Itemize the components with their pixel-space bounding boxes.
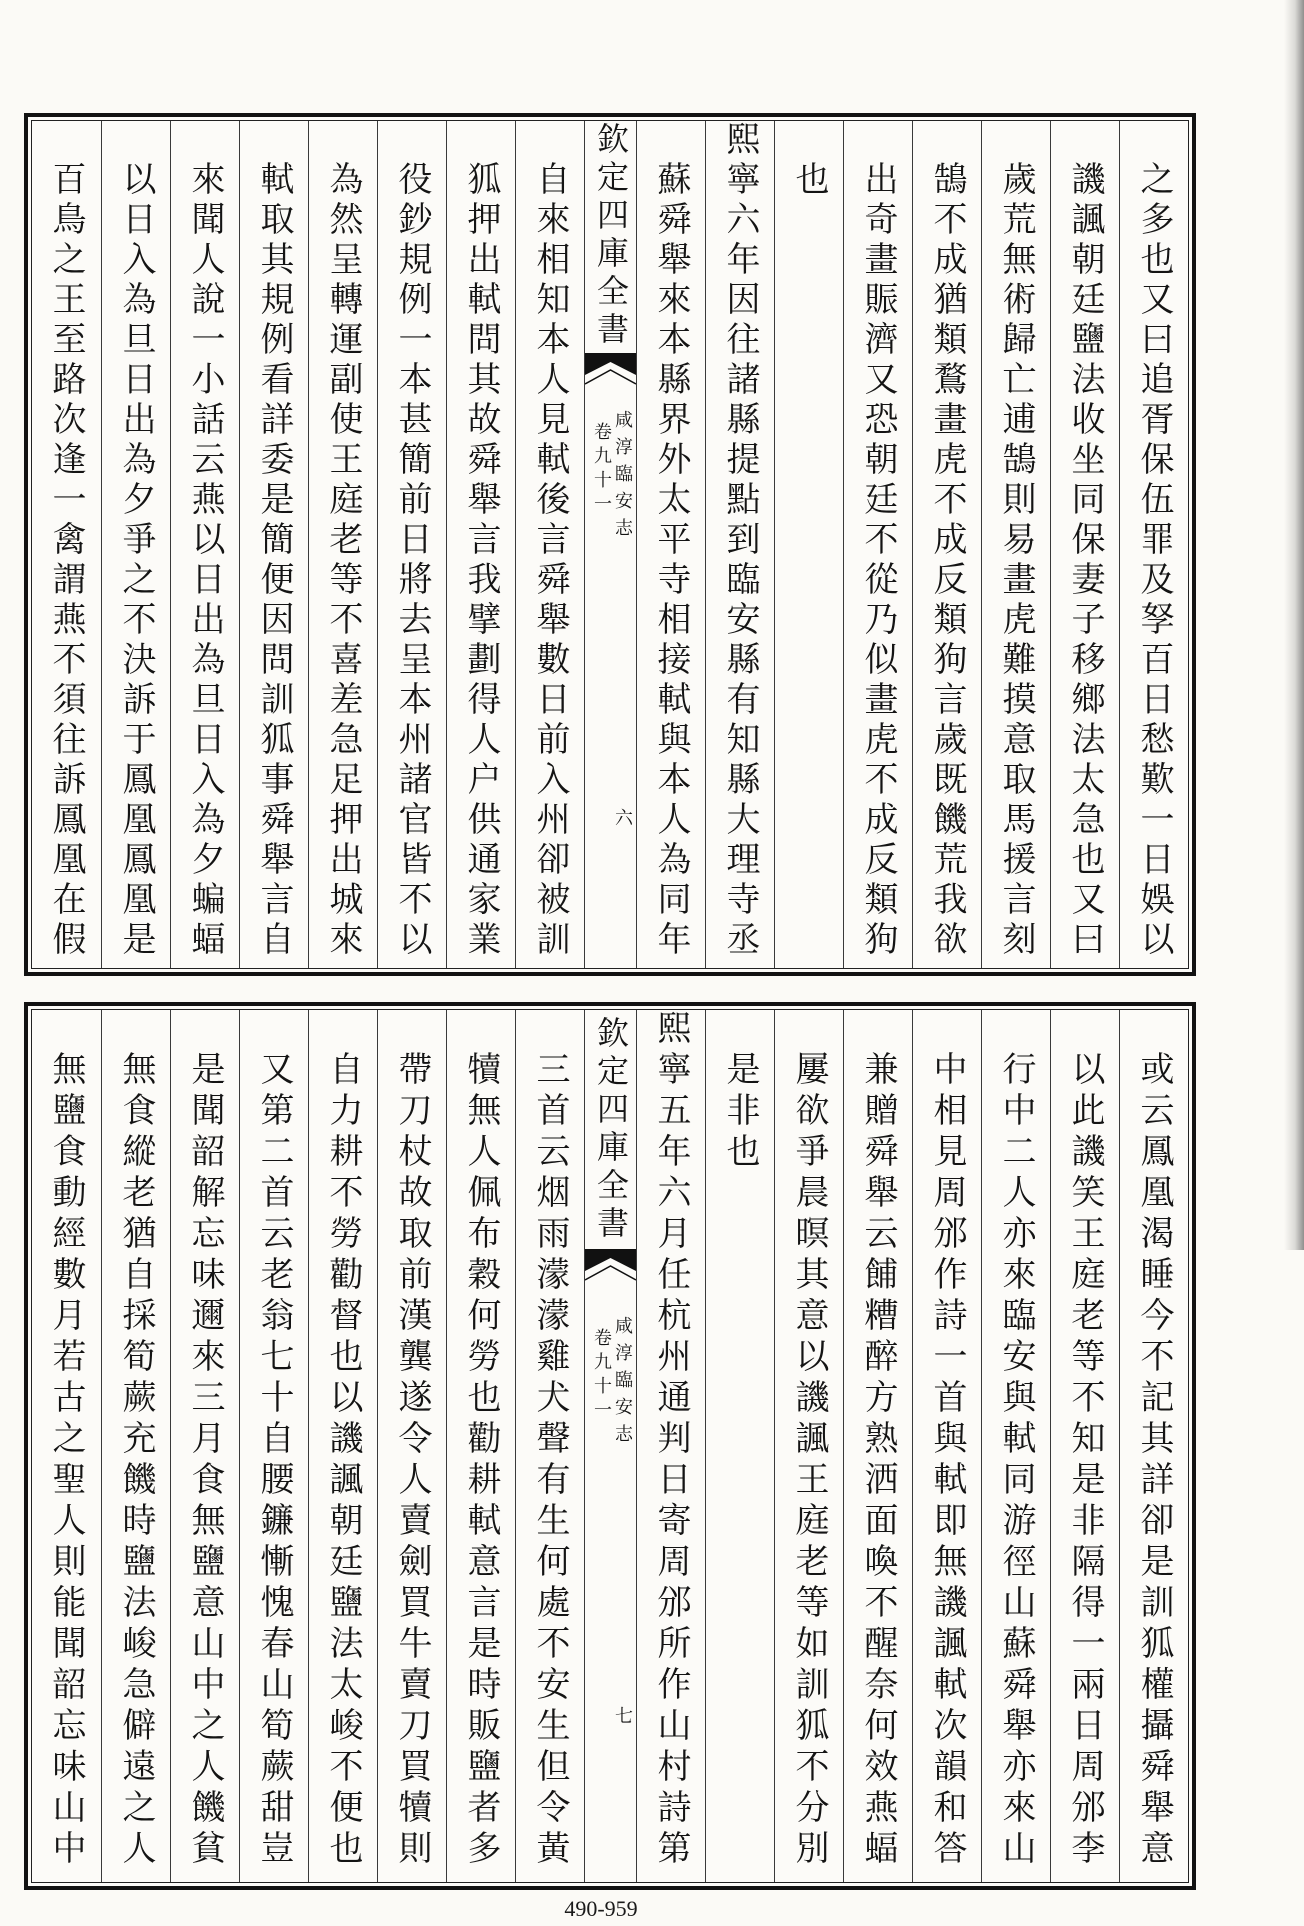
text-column-raised bbox=[636, 1010, 705, 1882]
column-text: 出奇畫賑濟又恐朝廷不從乃似畫虎不成反類狗 bbox=[858, 161, 898, 961]
column-text: 帶刀杖故取前漢龔遂令人賣劍買牛賣刀買犢則 bbox=[392, 1051, 432, 1871]
inner-frame bbox=[31, 120, 1189, 969]
column-text: 又第二首云老翁七十自腰鐮慚愧春山筍蕨甜豈 bbox=[254, 1051, 294, 1871]
column-text: 以日入為旦日出為夕爭之不決訴于鳳凰鳳凰是 bbox=[116, 161, 156, 961]
book-title: 咸淳臨安志 bbox=[612, 1316, 633, 1451]
reprint-page-id: 490-959 bbox=[564, 1896, 638, 1921]
column-text: 也 bbox=[789, 161, 829, 201]
column-text: 無食縱老猶自採筍蕨充饑時鹽法峻急僻遠之人 bbox=[116, 1051, 156, 1871]
column-text: 鵠不成猶類鶩畫虎不成反類狗言歲既饑荒我欲 bbox=[927, 161, 967, 961]
column-text: 是非也 bbox=[720, 1051, 760, 1174]
column-text: 為然呈轉運副使王庭老等不喜差急足押出城來 bbox=[323, 161, 363, 961]
text-column bbox=[515, 1010, 584, 1882]
text-column bbox=[239, 121, 308, 968]
text-column bbox=[308, 1010, 377, 1882]
column-text: 無鹽食動經數月若古之聖人則能聞韶忘味山中 bbox=[46, 1051, 86, 1871]
column-text: 蘇舜舉來本縣界外太平寺相接軾與本人為同年 bbox=[651, 161, 691, 961]
column-text: 自來相知本人見軾後言舜舉數日前入州卻被訓 bbox=[530, 161, 570, 961]
text-column bbox=[101, 121, 170, 968]
text-column bbox=[1119, 121, 1188, 968]
text-column bbox=[774, 1010, 843, 1882]
text-column bbox=[446, 121, 515, 968]
column-text: 行中二人亦來臨安與軾同游徑山蘇舜舉亦來山 bbox=[996, 1051, 1036, 1871]
text-columns bbox=[32, 1010, 1188, 1882]
binding-edge-shadow bbox=[1284, 0, 1304, 1250]
text-column bbox=[239, 1010, 308, 1882]
text-column bbox=[705, 1010, 774, 1882]
collection-header: 欽定四庫全書 bbox=[592, 1016, 630, 1244]
column-text: 自力耕不勞勸督也以譏諷朝廷鹽法太峻不便也 bbox=[323, 1051, 363, 1871]
text-column-raised bbox=[705, 121, 774, 968]
column-text: 之多也又曰追胥保伍罪及孥百日愁歎一日娛以 bbox=[1134, 161, 1174, 961]
text-column bbox=[515, 121, 584, 968]
text-column bbox=[1050, 1010, 1119, 1882]
fish-tail-mark bbox=[585, 353, 636, 391]
text-column bbox=[981, 1010, 1050, 1882]
text-column bbox=[912, 121, 981, 968]
text-column bbox=[843, 1010, 912, 1882]
page-panel-bottom bbox=[24, 1002, 1196, 1890]
text-column bbox=[912, 1010, 981, 1882]
collection-header: 欽定四庫全書 bbox=[592, 122, 630, 350]
column-text: 來聞人說一小話云燕以日出為旦日入為夕蝙蝠 bbox=[185, 161, 225, 961]
text-column bbox=[636, 121, 705, 968]
text-column bbox=[774, 121, 843, 968]
center-fold-column bbox=[584, 121, 636, 968]
column-text: 歲荒無術歸亡逋鵠則易畫虎難摸意取馬援言刻 bbox=[996, 161, 1036, 961]
text-column bbox=[308, 121, 377, 968]
text-column bbox=[170, 121, 239, 968]
book-title: 咸淳臨安志 bbox=[612, 410, 633, 545]
text-column bbox=[377, 121, 446, 968]
column-text: 百鳥之王至路次逢一禽謂燕不須往訴鳳凰在假 bbox=[46, 161, 86, 961]
leaf-number: 七 bbox=[612, 1706, 633, 1724]
text-column bbox=[1050, 121, 1119, 968]
volume-label: 卷九十一 bbox=[591, 422, 612, 518]
column-text: 三首云烟雨濛濛雞犬聲有生何處不安生但令黃 bbox=[530, 1051, 570, 1871]
column-text: 役鈔規例一本甚簡前日將去呈本州諸官皆不以 bbox=[392, 161, 432, 961]
text-column bbox=[377, 1010, 446, 1882]
column-text: 以此譏笑王庭老等不知是非隔得一兩日周邠李 bbox=[1065, 1051, 1105, 1871]
text-column bbox=[981, 121, 1050, 968]
column-text: 狐押出軾問其故舜舉言我擘劃得人户供通家業 bbox=[461, 161, 501, 961]
volume-label: 卷九十一 bbox=[591, 1328, 612, 1424]
text-column bbox=[170, 1010, 239, 1882]
text-column bbox=[446, 1010, 515, 1882]
text-columns bbox=[32, 121, 1188, 968]
text-column bbox=[843, 121, 912, 968]
leaf-number: 六 bbox=[612, 808, 633, 826]
column-text: 中相見周邠作詩一首與軾即無譏諷軾次韻和答 bbox=[927, 1051, 967, 1871]
column-text: 譏諷朝廷鹽法收坐同保妻子移鄉法太急也又曰 bbox=[1065, 161, 1105, 961]
text-column bbox=[101, 1010, 170, 1882]
column-text: 是聞韶解忘味邇來三月食無鹽意山中之人饑貧 bbox=[185, 1051, 225, 1871]
column-text: 或云鳳凰渴睡今不記其詳卻是訓狐權攝舜舉意 bbox=[1134, 1051, 1174, 1871]
center-fold-column bbox=[584, 1010, 636, 1882]
column-text: 熙寧五年六月任杭州通判日寄周邠所作山村詩第 bbox=[651, 1010, 691, 1871]
column-text: 犢無人佩布穀何勞也勸耕軾意言是時販鹽者多 bbox=[461, 1051, 501, 1871]
column-text: 屢欲爭晨暝其意以譏諷王庭老等如訓狐不分別 bbox=[789, 1051, 829, 1871]
inner-frame bbox=[31, 1009, 1189, 1883]
column-text: 熙寧六年因往諸縣提點到臨安縣有知縣大理寺丞 bbox=[720, 121, 760, 961]
fish-tail-mark bbox=[585, 1249, 636, 1287]
column-text: 軾取其規例看詳委是簡便因問訓狐事舜舉言自 bbox=[254, 161, 294, 961]
text-column bbox=[32, 1010, 101, 1882]
column-text: 兼贈舜舉云餔糟醉方熟洒面喚不醒奈何效燕蝠 bbox=[858, 1051, 898, 1871]
text-column bbox=[32, 121, 101, 968]
text-column bbox=[1119, 1010, 1188, 1882]
page-panel-top bbox=[24, 113, 1196, 976]
